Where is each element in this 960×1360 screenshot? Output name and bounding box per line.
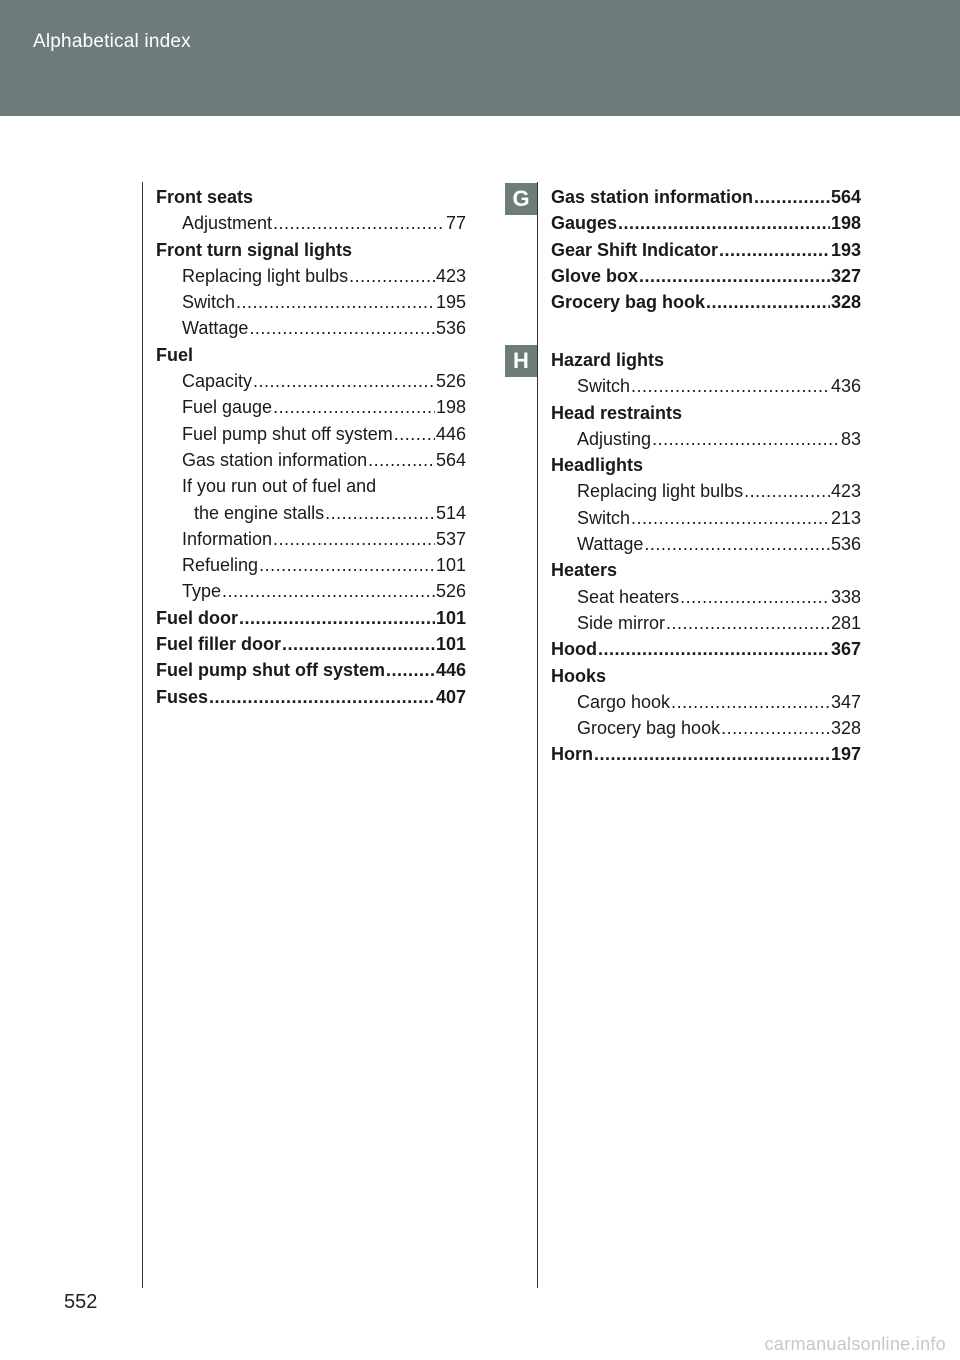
entry-term: Fuel filler door (156, 634, 282, 655)
dot-leader (644, 534, 830, 555)
entry-page: 101 (435, 634, 466, 655)
entry-page: 564 (435, 449, 466, 470)
dot-leader (594, 744, 830, 765)
section-letter-h: H (505, 345, 537, 377)
index-entry (156, 608, 466, 634)
entry-term: Head restraints (551, 402, 683, 423)
entry-page: 367 (830, 639, 861, 660)
index-entry (156, 240, 466, 266)
entry-page: 101 (435, 555, 466, 576)
index-entry (551, 613, 861, 639)
entry-term: Information (182, 528, 273, 549)
dot-leader (222, 581, 435, 602)
entry-page: 526 (435, 371, 466, 392)
dot-leader (259, 555, 435, 576)
index-entry (156, 503, 466, 529)
entry-page: 564 (830, 187, 861, 207)
index-entry (551, 403, 861, 429)
dot-leader (598, 639, 830, 660)
watermark: carmanualsonline.info (764, 1334, 946, 1354)
entry-term: Side mirror (577, 612, 666, 633)
entry-term: Type (182, 581, 222, 602)
entry-page: 327 (830, 265, 861, 286)
index-entry (156, 187, 466, 213)
entry-term: Fuel (156, 344, 194, 365)
dot-leader (754, 187, 830, 208)
entry-term: Fuses (156, 686, 209, 707)
entry-term: Headlights (551, 455, 644, 476)
entry-page: 536 (435, 318, 466, 339)
entry-term: Gas station information (551, 187, 754, 207)
entry-term: Switch (577, 507, 631, 528)
index-entry (551, 666, 861, 692)
dot-leader (639, 266, 830, 287)
entry-term: Wattage (182, 318, 249, 339)
dot-leader (239, 608, 435, 629)
index-entry (156, 660, 466, 686)
entry-page: 446 (435, 423, 466, 444)
index-entry (551, 429, 861, 455)
entry-page: 198 (830, 213, 861, 234)
entry-term: Adjusting (577, 428, 652, 449)
index-entry (156, 424, 466, 450)
entry-term: Capacity (182, 371, 253, 392)
entry-page: 407 (435, 686, 466, 707)
index-entry (156, 476, 466, 502)
entry-term: Seat heaters (577, 586, 680, 607)
index-entry (551, 187, 861, 213)
header-title: Alphabetical index (33, 31, 191, 52)
dot-leader (631, 376, 830, 397)
entry-term: Hood (551, 639, 597, 660)
dot-leader (209, 687, 435, 708)
index-entry (551, 350, 861, 376)
index-entry (551, 240, 861, 266)
entry-term: Grocery bag hook (551, 292, 706, 313)
entry-term: Gas station information (182, 449, 368, 470)
entry-page: 213 (830, 507, 861, 528)
entry-page: 537 (435, 528, 466, 549)
index-entry (551, 292, 861, 318)
entry-page: 101 (435, 607, 466, 628)
dot-leader (666, 613, 830, 634)
entry-page: 197 (830, 744, 861, 765)
index-section-g (551, 187, 861, 318)
dot-leader (680, 587, 830, 608)
index-entry (156, 292, 466, 318)
entry-term: Hazard lights (551, 350, 665, 370)
entry-term: Gear Shift Indicator (551, 239, 719, 260)
index-entry (551, 534, 861, 560)
dot-leader (273, 529, 435, 550)
index-entry (551, 376, 861, 402)
index-entry (551, 692, 861, 718)
entry-term: the engine stalls (194, 502, 325, 523)
index-entry (156, 687, 466, 713)
entry-page: 281 (830, 612, 861, 633)
page-number: 552 (64, 1291, 98, 1313)
dot-leader (671, 692, 830, 713)
entry-page: 77 (445, 213, 466, 234)
index-section-h (551, 350, 861, 771)
index-entry (551, 455, 861, 481)
entry-term: Cargo hook (577, 691, 671, 712)
dot-leader (273, 213, 445, 234)
index-entry (156, 345, 466, 371)
index-entry (156, 555, 466, 581)
entry-term: If you run out of fuel and (182, 476, 377, 497)
entry-term: Front seats (156, 187, 254, 207)
index-entry (551, 560, 861, 586)
entry-page: 83 (840, 428, 861, 449)
entry-page: 328 (830, 292, 861, 313)
index-entry (156, 213, 466, 239)
dot-leader (325, 503, 435, 524)
entry-page: 347 (830, 691, 861, 712)
index-entry (551, 718, 861, 744)
index-entry (551, 213, 861, 239)
entry-term: Fuel pump shut off system (182, 423, 393, 444)
column-divider-left (142, 182, 143, 1288)
index-entry (551, 744, 861, 770)
entry-term: Adjustment (182, 213, 273, 234)
dot-leader (719, 240, 830, 261)
dot-leader (273, 397, 435, 418)
entry-page: 423 (830, 481, 861, 502)
entry-term: Fuel gauge (182, 397, 273, 418)
index-column-left (156, 187, 466, 713)
entry-term: Glove box (551, 265, 639, 286)
entry-term: Front turn signal lights (156, 239, 352, 260)
index-entry (551, 587, 861, 613)
dot-leader (631, 508, 830, 529)
dot-leader (394, 424, 435, 445)
entry-term: Switch (182, 292, 236, 313)
index-entry (156, 397, 466, 423)
index-entry (156, 318, 466, 344)
entry-page: 338 (830, 586, 861, 607)
entry-term: Gauges (551, 213, 618, 234)
entry-term: Grocery bag hook (577, 718, 721, 739)
dot-leader (253, 371, 435, 392)
index-entry (156, 581, 466, 607)
index-entry (156, 634, 466, 660)
entry-page: 436 (830, 376, 861, 397)
entry-term: Horn (551, 744, 593, 765)
entry-page: 514 (435, 502, 466, 523)
section-letter-g: G (505, 183, 537, 215)
dot-leader (282, 634, 435, 655)
entry-term: Wattage (577, 534, 644, 555)
entry-page: 526 (435, 581, 466, 602)
dot-leader (349, 266, 435, 287)
page-header (0, 0, 960, 116)
entry-page: 193 (830, 239, 861, 260)
dot-leader (721, 718, 830, 739)
dot-leader (368, 450, 435, 471)
entry-page: 195 (435, 292, 466, 313)
dot-leader (652, 429, 840, 450)
index-entry (156, 450, 466, 476)
entry-page: 446 (435, 660, 466, 681)
entry-term: Replacing light bulbs (182, 265, 349, 286)
index-entry (551, 508, 861, 534)
dot-leader (386, 660, 435, 681)
index-entry (551, 481, 861, 507)
index-entry (156, 529, 466, 555)
entry-term: Fuel pump shut off system (156, 660, 386, 681)
entry-page: 536 (830, 534, 861, 555)
index-entry (551, 266, 861, 292)
index-entry (551, 639, 861, 665)
index-entry (156, 266, 466, 292)
entry-term: Fuel door (156, 607, 238, 628)
entry-term: Refueling (182, 555, 259, 576)
entry-term: Replacing light bulbs (577, 481, 744, 502)
dot-leader (706, 292, 830, 313)
entry-page: 328 (830, 718, 861, 739)
dot-leader (618, 213, 830, 234)
entry-term: Heaters (551, 560, 618, 581)
dot-leader (744, 481, 830, 502)
dot-leader (236, 292, 435, 313)
entry-term: Switch (577, 376, 631, 397)
column-divider-middle (537, 182, 538, 1288)
entry-page: 423 (435, 265, 466, 286)
index-entry (156, 371, 466, 397)
entry-page: 198 (435, 397, 466, 418)
entry-term: Hooks (551, 665, 607, 686)
dot-leader (249, 318, 435, 339)
